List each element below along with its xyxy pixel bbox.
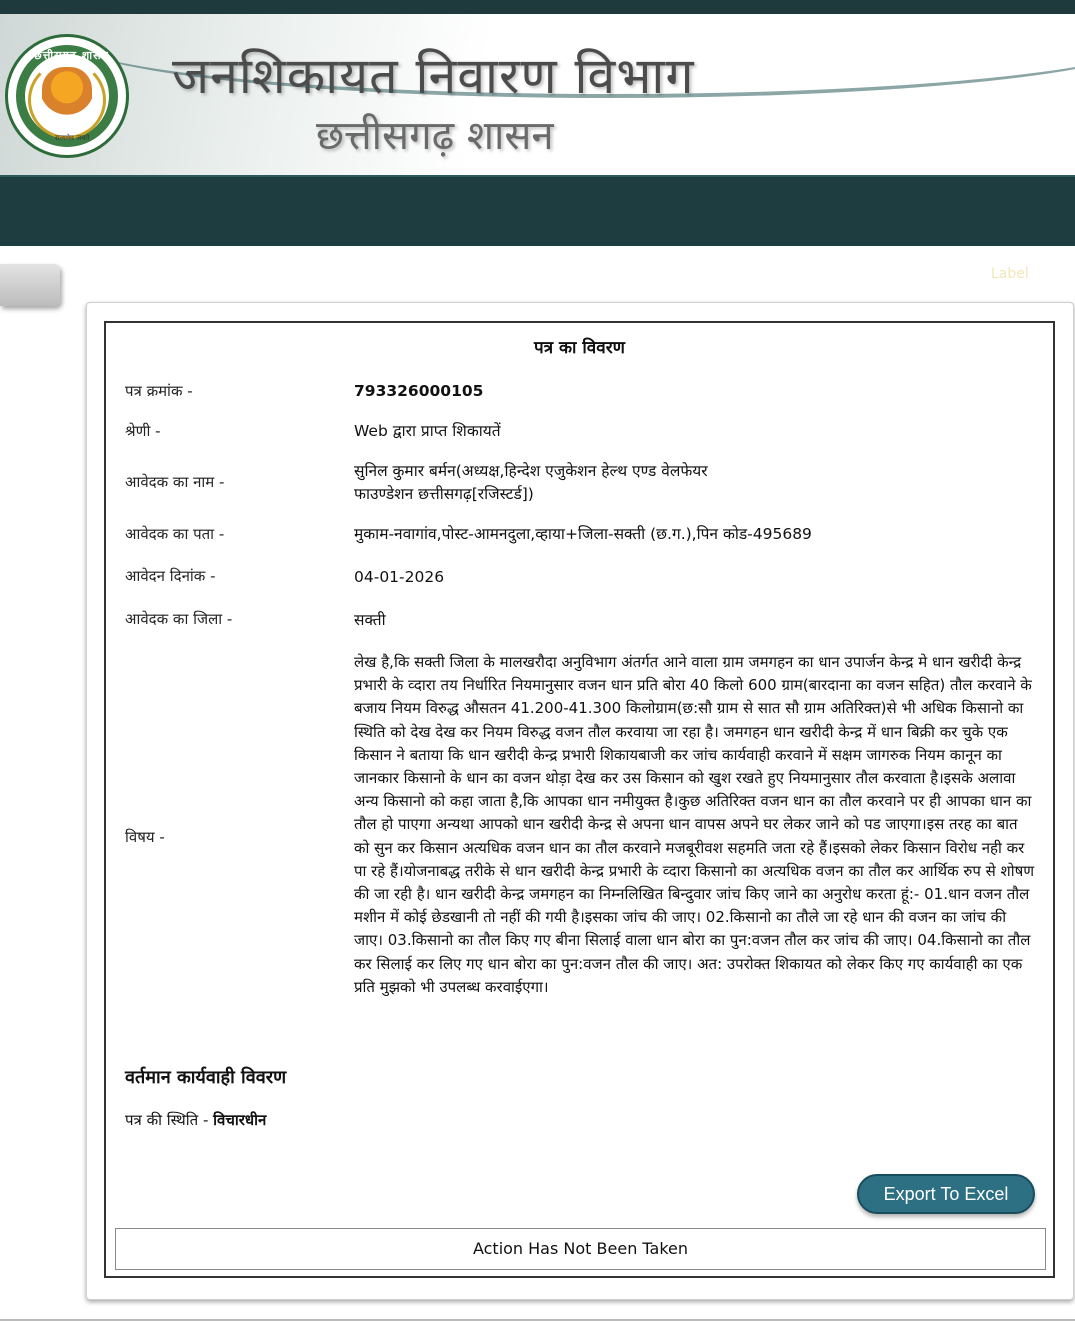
application-date-value: 04-01-2026 [354, 568, 445, 586]
department-title: जनशिकायत निवारण विभाग [172, 47, 695, 105]
emblem-lion-capital [42, 67, 92, 125]
category-value: Web द्वारा प्राप्त शिकायतें [354, 422, 501, 440]
applicant-name-line2: फाउण्डेशन छत्तीसगढ़[रजिस्टर्ड]) [354, 485, 534, 503]
applicant-name-line1: सुनिल कुमार बर्मन(अध्यक्ष,हिन्देश एजुकेशन हेल्थ एण्ड वेलफेयर [354, 462, 708, 480]
subject-text: लेख है,कि सक्ती जिला के मालखरौदा अनुविभाग अंतर्गत आने वाला ग्राम जमगहन का धान उपार्जन केन्द्र मे धान खरीदी केन्द्र प्रभारी के व्दारा तय निर्धारित नियमानुसार वजन धान प्रति बोरा 40 किलो 600 ग्राम(बारदाना का वजन सहित) तौल करवाने के बजाय नियम विरुद्ध औसतन 41.200-41.300 किलोग्राम(छ:सौ ग्राम से सात सौ ग्राम अतिरिक्त)से भी अधिक किसानो का स्थिति को देख देख कर नियम विरुद्ध वजन तौल करवाया जा रहा है। जमगहन धान खरीदी केन्द्र में धान बिक्री कर चुके एक किसान ने बताया कि धान खरीदी केन्द्र प्रभारी शिकायबाजी कर जांच कार्यवाही करवाने में सक्षम जागरुक नियम कानून का जानकार किसानो के धान का वजन थोड़ा देख कर उस किसान को खुश रखते हुए नियमानुसार तौल करवाता है।इसके अलावा अन्य किसानो को कहा जाता है,कि आपका धान नमीयुक्त है।कुछ अतिरिक्त वजन धान का तौल करवाने पर ही आपका धान का तौल हो पाएगा अन्यथा आपको धान खरीदी केन्द्र से अपना धान वापस अपने घर लेकर जाने को पड जाएगा।इस तरह का बात को सुन कर किसान अत्यधिक वजन धान का तौल करवाने मजबूरीवश सहमति जता रहे हैं।इसको लेकर किसान विरोध नही कर पा रहे हैं।योजनाबद्ध तरीके से धान खरीदी केन्द्र प्रभारी के व्दारा किसानो का अत्यधिक वजन का तौल कर आर्थिक रुप से शोषण की जा रही है। धान खरीदी केन्द्र जमगहन का निम्नलिखित बिन्दुवार जांच किए जाने का अनुरोध करता हूं:- 01.धान वजन तौल मशीन में कोई छेडखानी तो नहीं की गयी है।इसका जांच की जाए। 02.किसानो का तौले जा रहे धान की वजन का जांच की जाए। 03.किसानो का तौल किए गए बीना सिलाई वाला धान बोरा का पुन:वजन तौल कर जांच की जाए। 04.किसानो का तौल कर सिलाई कर लिए गए धान बोरा का पुन:वजन तौल की जाए। अत: उपरोक्त शिकायत को लेकर किए गए कार्यवाही का एक प्रति मुझको भी उपलब्ध करवाईएगा। [354, 653, 1035, 996]
applicant-district-label: आवेदक का जिला - [125, 610, 233, 628]
header-banner [0, 14, 1075, 175]
letter-status-value: विचारधीन [213, 1111, 267, 1129]
applicant-address-label: आवेदक का पता - [125, 525, 225, 543]
faint-label: Label [991, 266, 1029, 282]
state-emblem-logo [5, 34, 129, 158]
letter-status [125, 1110, 266, 1130]
emblem-bottom-text: सत्यमेव जयते [55, 134, 90, 142]
side-tab-button[interactable] [0, 264, 60, 306]
subject-label: विषय - [125, 828, 165, 846]
action-status-message: Action Has Not Been Taken [115, 1228, 1046, 1270]
department-subtitle: छत्तीसगढ़ शासन [316, 113, 554, 159]
applicant-district-value: सक्ती [354, 611, 386, 629]
letter-status-label: पत्र की स्थिति - [125, 1111, 209, 1129]
letter-number-label: पत्र क्रमांक - [125, 382, 193, 400]
applicant-name-label: आवेदक का नाम - [125, 473, 225, 491]
emblem-top-text: छत्तीसगढ़ शासन [34, 49, 109, 62]
navigation-bar [0, 175, 1075, 246]
applicant-address-value: मुकाम-नवागांव,पोस्ट-आमनदुला,व्हाया+जिला-सक्ती (छ.ग.),पिन कोड-495689 [354, 525, 812, 543]
top-strip [0, 0, 1075, 14]
letter-number-value: 793326000105 [354, 382, 484, 400]
current-action-heading: वर्तमान कार्यवाही विवरण [125, 1067, 287, 1088]
export-to-excel-button[interactable]: Export To Excel [857, 1174, 1035, 1214]
category-label: श्रेणी - [125, 422, 161, 440]
application-date-label: आवेदन दिनांक - [125, 567, 216, 585]
section-title: पत्र का विवरण [534, 338, 625, 358]
